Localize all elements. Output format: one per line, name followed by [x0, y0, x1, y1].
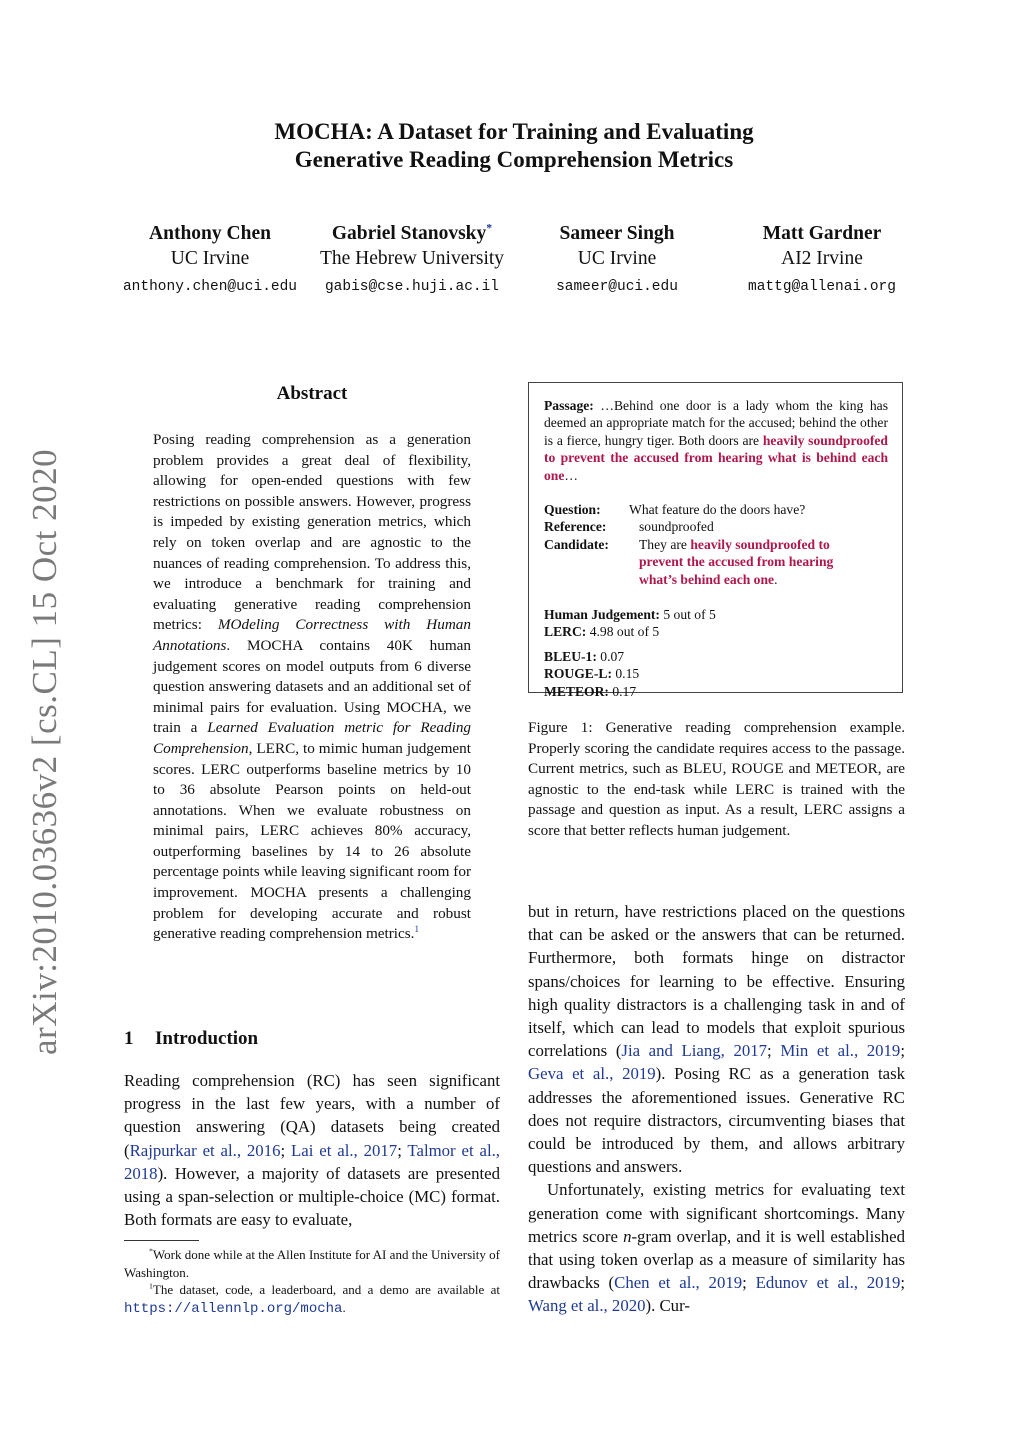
lerc-score: LERC: 4.98 out of 5: [544, 624, 660, 640]
title-line-2: Generative Reading Comprehension Metrics: [294, 147, 734, 172]
abstract-text: Posing reading comprehension as a generation problem provides a great deal of flexibility, allowing for open-ended questions with few restrictions on possible answers. However, progress is impeded by existing generation metrics, which rely on token overlap and are agnostic to the nuances of reading comprehension. To address this, we introduce a benchmark for training and evaluating generative reading comprehension metrics: MOdeling Correctness with Human Annotations. MOCHA contains 40K human judgement scores on model outputs from 6 diverse question answering datasets and an additional set of minimal pairs for evaluation. Using MOCHA, we train a Learned Evaluation metric for Reading Comprehension, LERC, to mimic human judgement scores. LERC outperforms baseline metrics by 10 to 36 absolute Pearson points on held-out annotations. When we evaluate robustness on minimal pairs, LERC achieves 80% accuracy, outperforming baselines by 14 to 26 absolute percentage points while leaving significant room for improvement. MOCHA presents a challenging problem for developing accurate and robust generative reading comprehension metrics.$^1$: [153, 431, 472, 943]
footnote-2: $^1$The dataset, code, a leaderboard, and a demo are available at https://allennlp.org/mocha.: [124, 1281, 500, 1317]
citation-link[interactable]: Lai et al., 2017: [291, 1140, 398, 1160]
citation-link[interactable]: Geva et al., 2019: [528, 1064, 656, 1084]
author-email[interactable]: sameer@uci.edu: [556, 279, 678, 295]
citation-link[interactable]: Talmor et al., 2018: [124, 1140, 500, 1183]
lerc-name: Learned Evaluation metric for Reading Comprehension: [153, 719, 472, 757]
question-row: Question: What feature do the doors have?: [544, 502, 806, 518]
mocha-url-link[interactable]: https://allennlp.org/mocha: [124, 1300, 343, 1317]
human-judgement: Human Judgement: 5 out of 5: [544, 607, 716, 623]
citation-link[interactable]: Jia and Liang, 2017: [621, 1041, 768, 1061]
arxiv-identifier: arXiv:2010.03636v2 [cs.CL] 15 Oct 2020: [25, 448, 64, 1055]
author-name: Gabriel Stanovsky*: [331, 221, 493, 244]
mocha-name: MOdeling Correctness with Human Annotations: [153, 616, 471, 654]
citation-link[interactable]: Rajpurkar et al., 2016: [129, 1140, 281, 1160]
citation-link[interactable]: Min et al., 2019: [780, 1041, 901, 1061]
author-affiliation: UC Irvine: [577, 248, 657, 269]
paper-title: [200, 118, 828, 174]
bleu-score: BLEU-1: 0.07: [544, 648, 625, 664]
author-name: Sameer Singh: [559, 223, 675, 244]
intro-paragraph: Reading comprehension (RC) has seen significant progress in the last few years, with a number of question answering (QA) datasets being created (Rajpurkar et al., 2016; Lai et al., 2017; Talmor et al., 2018). However, a majority of datasets are presented using a span-selection or multiple-choice (MC) format. Both formats are easy to evaluate,: [124, 1071, 500, 1230]
passage-highlight: heavily soundproofed to prevent the accused from hearing what is behind each one: [544, 432, 888, 483]
author-name: Matt Gardner: [762, 223, 882, 244]
citation-link[interactable]: Edunov et al., 2019: [755, 1273, 901, 1293]
paragraph: but in return, have restrictions placed on the questions that can be asked or the answers that can be returned. Furthermore, both formats hinge on distractor spans/choices for learning to be effective. Ensuring high quality distractors is a challenging task in and of itself, which can lead to models that exploit spurious correlations (Jia and Liang, 2017; Min et al., 2019; Geva et al., 2019). Posing RC as a generation task addresses the aforementioned issues. Generative RC does not require distractors, circumventing biases that could be introduced by them, and allows arbitrary questions and answers.: [528, 902, 905, 1177]
citation-link[interactable]: Wang et al., 2020: [528, 1296, 646, 1316]
right-column-text: [528, 900, 905, 1318]
title-line-1: MOCHA: A Dataset for Training and Evaluating: [274, 119, 754, 144]
candidate-row: Candidate: They are heavily soundproofed to prevent the accused from hearing what’s behind each one.: [544, 536, 834, 587]
meteor-score: METEOR: 0.17: [544, 683, 637, 699]
rouge-score: ROUGE-L: 0.15: [544, 666, 640, 682]
author-affiliation: The Hebrew University: [319, 248, 505, 269]
author-block: [112, 222, 308, 296]
abstract-heading: Abstract: [276, 383, 348, 404]
author-email[interactable]: gabis@cse.huji.ac.il: [324, 279, 500, 295]
section-heading: 1 Introduction: [124, 1028, 259, 1049]
footnote-1: *Work done while at the Allen Institute for AI and the University of Washington.: [124, 1246, 500, 1280]
passage: Passage: …Behind one door is a lady whom the king has deemed an appropriate match for the accused; behind the other is a fierce, hungry tiger. Both doors are heavily soundproofed to prevent the accused from hearing what is behind each one…: [544, 398, 888, 483]
author-email[interactable]: mattg@allenai.org: [748, 279, 896, 295]
figure-1-box: [528, 382, 903, 699]
reference-row: Reference: soundproofed: [544, 519, 714, 535]
author-block: [732, 222, 912, 296]
footnote-ref[interactable]: 1: [414, 924, 420, 935]
footnotes: [124, 1246, 500, 1318]
candidate-highlight: heavily soundproofed to prevent the accused from hearing what’s behind each one: [639, 536, 834, 587]
figure-1-caption: Figure 1: Generative reading comprehension example. Properly scoring the candidate requires access to the passage. Current metrics, such as BLEU, ROUGE and METEOR, are agnostic to the end-task while LERC is trained with the passage and question as input. As a result, LERC assigns a score that better reflects human judgement.: [528, 719, 905, 839]
paragraph: Unfortunately, existing metrics for evaluating text generation come with significant shortcomings. Many metrics score n-gram overlap, and it is well established that using token overlap as a measure of similarity has drawbacks (Chen et al., 2019; Edunov et al., 2019; Wang et al., 2020). Cur-: [528, 1180, 906, 1316]
author-affiliation: AI2 Irvine: [781, 248, 863, 269]
author-block: [530, 222, 704, 296]
author-footnote-mark[interactable]: *: [486, 221, 493, 235]
author-email[interactable]: anthony.chen@uci.edu: [122, 279, 298, 295]
author-affiliation: UC Irvine: [170, 248, 250, 269]
author-name: Anthony Chen: [149, 223, 271, 244]
footnote-divider: [124, 1240, 199, 1241]
citation-link[interactable]: Chen et al., 2019: [614, 1273, 743, 1293]
author-block: [308, 222, 516, 296]
